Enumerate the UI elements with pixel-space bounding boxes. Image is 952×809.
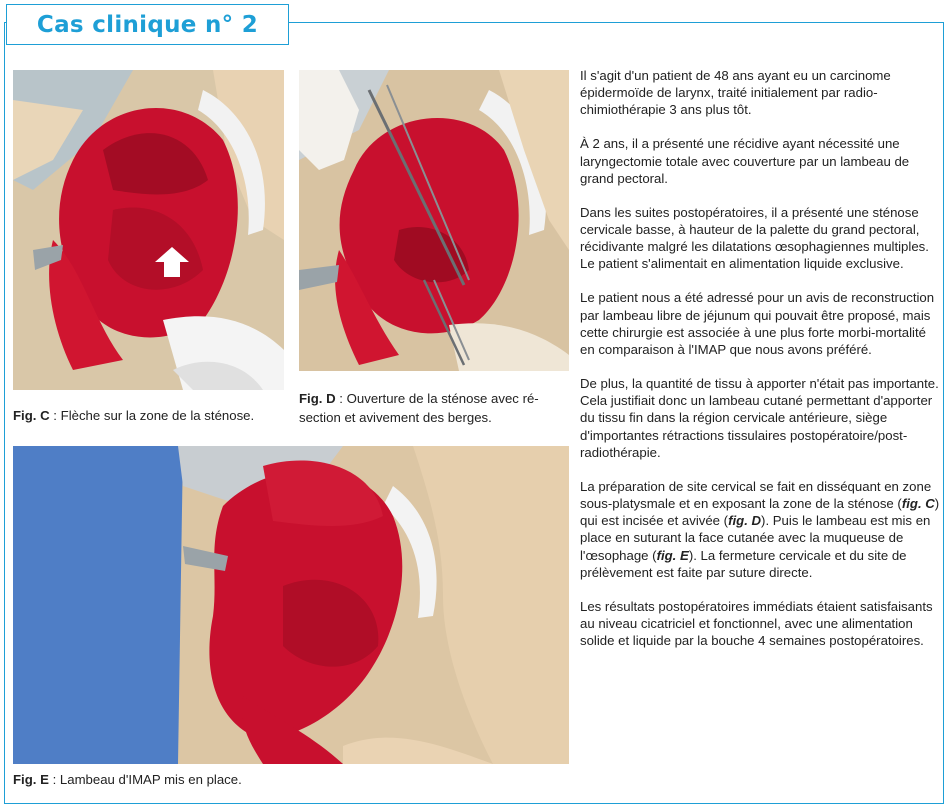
- figure-e-photo: [13, 446, 569, 764]
- paragraph-6-part-4: ). La fermeture cervicale et du site de prélèvement est faite par suture directe.: [580, 547, 907, 580]
- paragraph-4: Le patient nous a été adressé pour un avis de reconstruction par lambeau libre de jéjunum qui pouvait être proposé, mais cette chirurgie est associée à une plus forte morbi-mortalité en comparaison à l'IMAP que nous avons préféré.: [580, 290, 935, 358]
- paragraph-6: [580, 478, 942, 581]
- figure-d-ref: fig. D: [728, 513, 762, 529]
- paragraph-1: Il s'agit d'un patient de 48 ans ayant eu un carcinome épidermoïde de larynx, traité initialement par radio-chimiothérapie 3 ans plus tôt.: [580, 68, 891, 118]
- figure-c-label: Fig. C: [13, 408, 50, 423]
- case-text-column: [580, 67, 942, 666]
- paragraph-5: De plus, la quantité de tissu à apporter n'était pas importante. Cela justifiait donc un lambeau cutané permettant d'apporter du tissu fin dans la région cervicale antérieure, siège d'importantes rétractions tissulaires postopératoire/post-radiothérapie.: [580, 376, 939, 460]
- paragraph-6-part-3: ). Puis le lambeau est mis en place en suturant la face cutanée avec la muqueuse de l'œsophage (: [580, 513, 931, 563]
- figure-d-caption: [299, 389, 571, 427]
- figure-e-ref: fig. E: [656, 547, 689, 563]
- paragraph-6-part-2: ) qui est incisée et avivée (: [580, 496, 940, 529]
- page-title: Cas clinique n° 2: [36, 11, 259, 38]
- paragraph-3: Dans les suites postopératoires, il a présenté une sténose cervicale basse, à hauteur de la palette du grand pectoral, récidivante malgré les dilatations œsophagiennes multiples. Le patient s'alimentait en alimentation liquide exclusive.: [580, 204, 929, 272]
- figure-d-caption-text: : Ouverture de la sténose avec ré-section et avivement des berges.: [299, 391, 539, 425]
- figure-c-ref: fig. C: [901, 496, 935, 512]
- figure-c-photo: [13, 70, 284, 390]
- paragraph-2: À 2 ans, il a présenté une récidive ayant nécessité une laryngectomie totale avec couverture par un lambeau de grand pectoral.: [580, 136, 910, 186]
- figure-e-caption: [13, 770, 313, 789]
- paragraph-6-part-1: La préparation de site cervical se fait en disséquant en zone sous-platysmale et en exposant la zone de la sténose (: [580, 478, 932, 512]
- figure-c-caption: [13, 406, 293, 425]
- figure-d-label: Fig. D: [299, 391, 336, 406]
- title-tab: [6, 4, 289, 45]
- figure-e-label: Fig. E: [13, 772, 49, 787]
- figure-d-photo: [299, 70, 569, 371]
- figure-c-caption-text: : Flèche sur la zone de la sténose.: [49, 408, 255, 423]
- paragraph-7: Les résultats postopératoires immédiats étaient satisfaisants au niveau cicatriciel et fonctionnel, avec une alimentation solide et liquide par la bouche 4 semaines postopératoires.: [580, 598, 933, 649]
- figure-e-caption-text: : Lambeau d'IMAP mis en place.: [48, 772, 242, 787]
